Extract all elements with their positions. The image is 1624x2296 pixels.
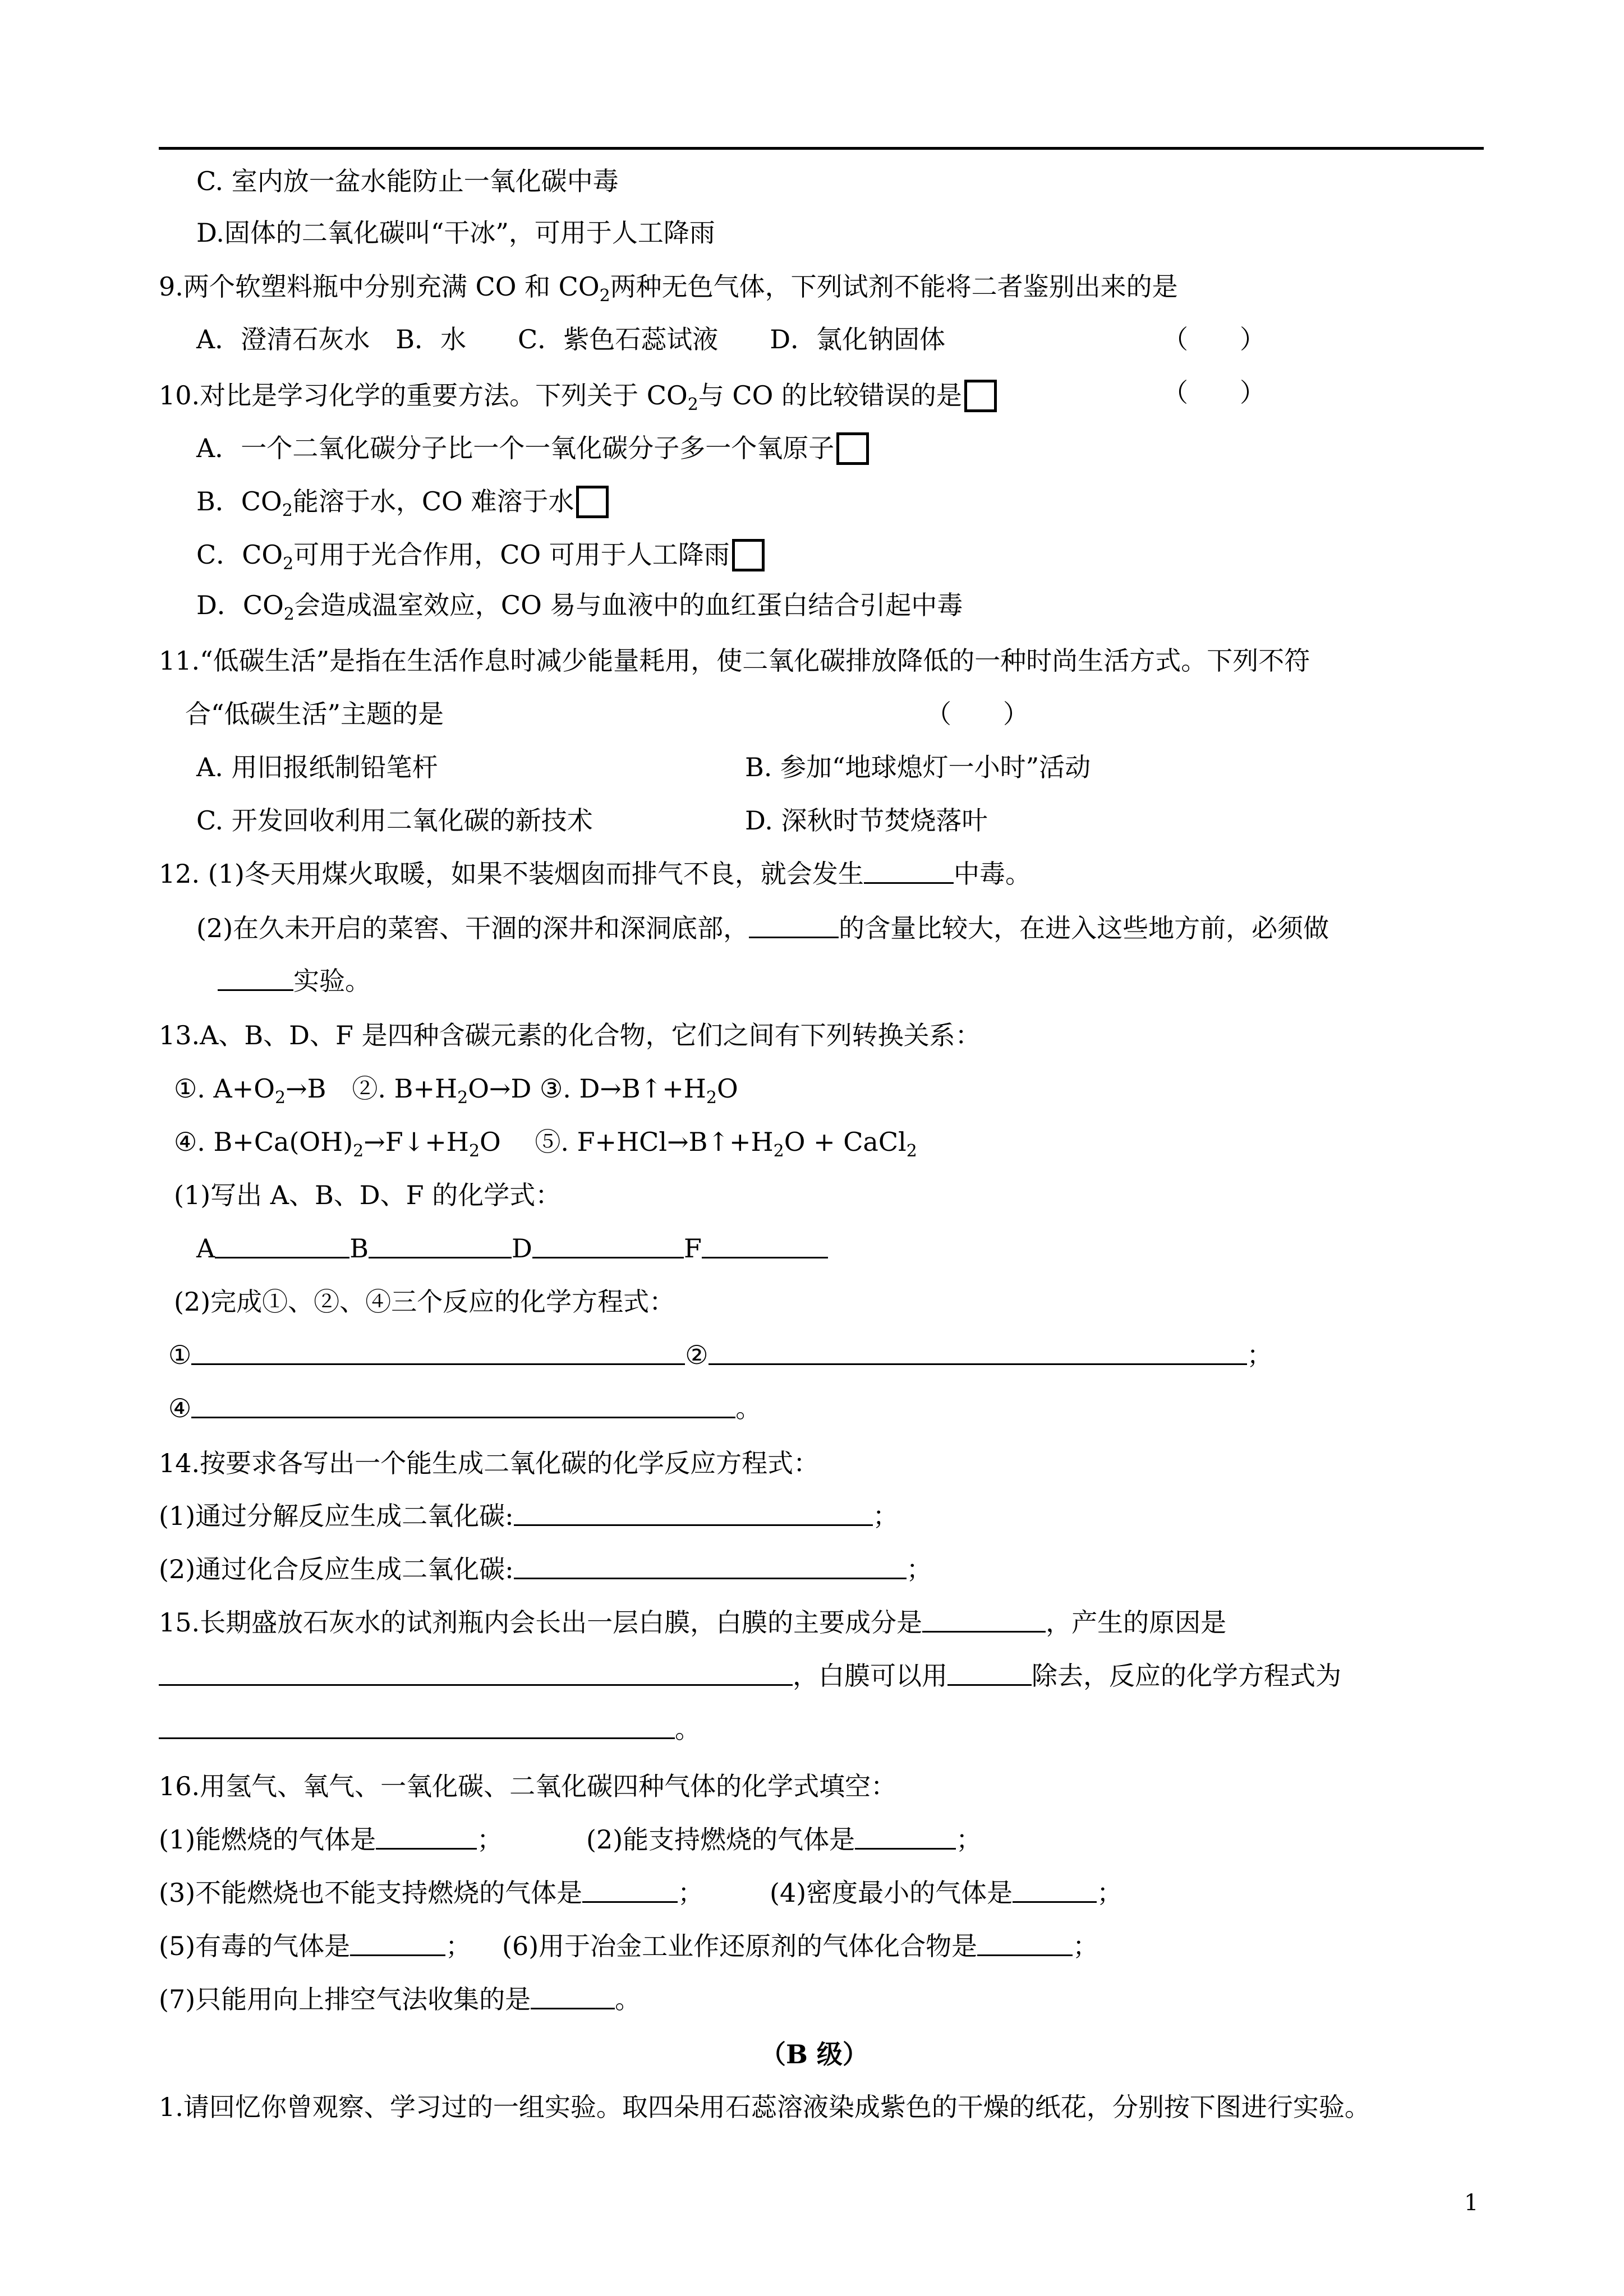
q11-option-b: B. 参加“地球熄灯一小时”活动	[745, 752, 1091, 782]
q10-option-c: C．$CO_2$可用于光合作用，CO 可用于人工降雨	[196, 539, 765, 571]
q13-formula-blanks: A B D F	[196, 1235, 828, 1261]
answer-box[interactable]	[576, 486, 609, 518]
q11-option-a: A. 用旧报纸制铅笔杆	[196, 752, 438, 782]
q16-part2: (2)能支持燃烧的气体是 ；	[586, 1824, 982, 1855]
q10-option-d: D．$CO_2$会造成温室效应，CO 易与血液中的血红蛋白结合引起中毒	[196, 590, 963, 624]
q11-option-c: C. 开发回收利用二氧化碳的新技术	[196, 805, 593, 836]
answer-blank[interactable]	[514, 1504, 873, 1526]
answer-blank[interactable]	[702, 1237, 828, 1258]
answer-blank[interactable]	[855, 1828, 956, 1850]
q11-answer-paren: （ ）	[926, 699, 1029, 729]
q9-options: A．澄清石灰水 B．水 C．紫色石蕊试液 D．氯化钠固体	[196, 324, 946, 354]
q11-option-d: D. 深秋时节焚烧落叶	[745, 805, 988, 836]
q8-option-c: C. 室内放一盆水能防止一氧化碳中毒	[196, 166, 619, 196]
q8-option-d: D.固体的二氧化碳叫“干冰”，可用于人工降雨	[196, 218, 715, 248]
answer-box[interactable]	[964, 380, 997, 412]
q14-stem: 14.按要求各写出一个能生成二氧化碳的化学反应方程式：	[159, 1448, 820, 1478]
answer-blank[interactable]	[369, 1237, 512, 1258]
answer-blank[interactable]	[582, 1881, 678, 1903]
answer-blank[interactable]	[864, 862, 954, 884]
answer-blank[interactable]	[532, 1237, 684, 1258]
q13-part2: (2)完成①、②、④三个反应的化学方程式：	[174, 1287, 675, 1317]
q16-part3: (3)不能燃烧也不能支持燃烧的气体是 ；	[159, 1878, 704, 1908]
q10-stem: 10.对比是学习化学的重要方法。下列关于 $CO_2$与 CO 的比较错误的是	[159, 380, 997, 412]
q12-line3: 实验。	[218, 968, 371, 994]
q10-answer-paren: （ ）	[1162, 377, 1266, 408]
q14-part2: (2)通过化合反应生成二氧化碳: ；	[159, 1554, 932, 1584]
q13-equation-blank-4: ④ 。	[168, 1393, 762, 1423]
q16-part6: (6)用于冶金工业作还原剂的气体化合物是 ；	[502, 1931, 1099, 1961]
q15-line1: 15.长期盛放石灰水的试剂瓶内会长出一层白膜，白膜的主要成分是 ，产生的原因是	[159, 1607, 1227, 1638]
q16-stem: 16.用氢气、氧气、一氧化碳、二氧化碳四种气体的化学式填空：	[159, 1771, 897, 1801]
answer-blank[interactable]	[749, 916, 839, 938]
q13-reactions-row1: ①. $A+O_2\to B$ ②. $B+H_2O\to D$ ③. $D\to B↑+H_2O$	[174, 1073, 738, 1108]
answer-blank[interactable]	[215, 1237, 349, 1258]
answer-blank[interactable]	[947, 1664, 1032, 1686]
q14-part1: (1)通过分解反应生成二氧化碳: ；	[159, 1501, 899, 1531]
answer-blank[interactable]	[350, 1934, 445, 1956]
q12-line2: (2)在久未开启的菜窖、干涸的深井和深洞底部， 的含量比较大，在进入这些地方前，必须做	[196, 913, 1329, 943]
q12-line1: 12. (1)冬天用煤火取暖，如果不装烟囱而排气不良，就会发生 中毒。	[159, 859, 1031, 889]
answer-blank[interactable]	[218, 969, 293, 991]
q15-line3: 。	[159, 1716, 701, 1742]
q13-reactions-row2: ④. $B+Ca(OH)_2\to F↓+H_2O$ ⑤. $F+HCl\to B↑+H_2O$ + CaCl$_2$	[174, 1127, 917, 1161]
section-b-heading: （B 级）	[760, 2039, 868, 2069]
q16-part1: (1)能燃烧的气体是 ；	[159, 1824, 503, 1855]
header-rule	[159, 147, 1484, 150]
answer-blank[interactable]	[922, 1611, 1046, 1633]
q9-stem: 9.两个软塑料瓶中分别充满 CO 和 $CO_2$两种无色气体，下列试剂不能将二者鉴别出来的是	[159, 271, 1178, 306]
page-number: 1	[1464, 2190, 1479, 2216]
section-b-q1-stem: 1.请回忆你曾观察、学习过的一组实验。取四朵用石蕊溶液染成紫色的干燥的纸花，分别按下图进行实验。	[159, 2092, 1370, 2122]
q13-part1: (1)写出 A、B、D、F 的化学式：	[174, 1180, 562, 1210]
q10-option-b: B．$CO_2$能溶于水，CO 难溶于水	[196, 486, 609, 518]
answer-blank[interactable]	[191, 1396, 735, 1418]
answer-blank[interactable]	[191, 1343, 685, 1365]
answer-box[interactable]	[732, 539, 765, 571]
answer-blank[interactable]	[531, 1988, 615, 2009]
answer-blank[interactable]	[376, 1828, 477, 1850]
answer-blank[interactable]	[1013, 1881, 1097, 1903]
q15-line2: ，白膜可以用 除去，反应的化学方程式为	[159, 1663, 1341, 1689]
answer-box[interactable]	[836, 432, 869, 465]
answer-blank[interactable]	[709, 1343, 1247, 1365]
answer-blank[interactable]	[159, 1664, 793, 1686]
answer-blank[interactable]	[514, 1557, 907, 1579]
q10-option-a: A．一个二氧化碳分子比一个一氧化碳分子多一个氧原子	[196, 432, 869, 465]
q9-answer-paren: （ ）	[1162, 324, 1266, 354]
answer-blank[interactable]	[159, 1717, 675, 1739]
q13-equation-blanks-1-2: ① ② ；	[168, 1340, 1273, 1370]
q16-part7: (7)只能用向上排空气法收集的是 。	[159, 1984, 641, 2014]
answer-blank[interactable]	[977, 1934, 1073, 1956]
q16-part4: (4)密度最小的气体是 ；	[770, 1878, 1123, 1908]
q11-stem-line1: 11.“低碳生活”是指在生活作息时减少能量耗用，使二氧化碳排放降低的一种时尚生活方式。下列不符	[159, 646, 1310, 676]
q11-stem-line2: 合“低碳生活”主题的是	[185, 699, 444, 729]
q16-part5: (5)有毒的气体是 ；	[159, 1931, 472, 1961]
q13-stem: 13.A、B、D、F 是四种含碳元素的化合物，它们之间有下列转换关系：	[159, 1020, 981, 1050]
